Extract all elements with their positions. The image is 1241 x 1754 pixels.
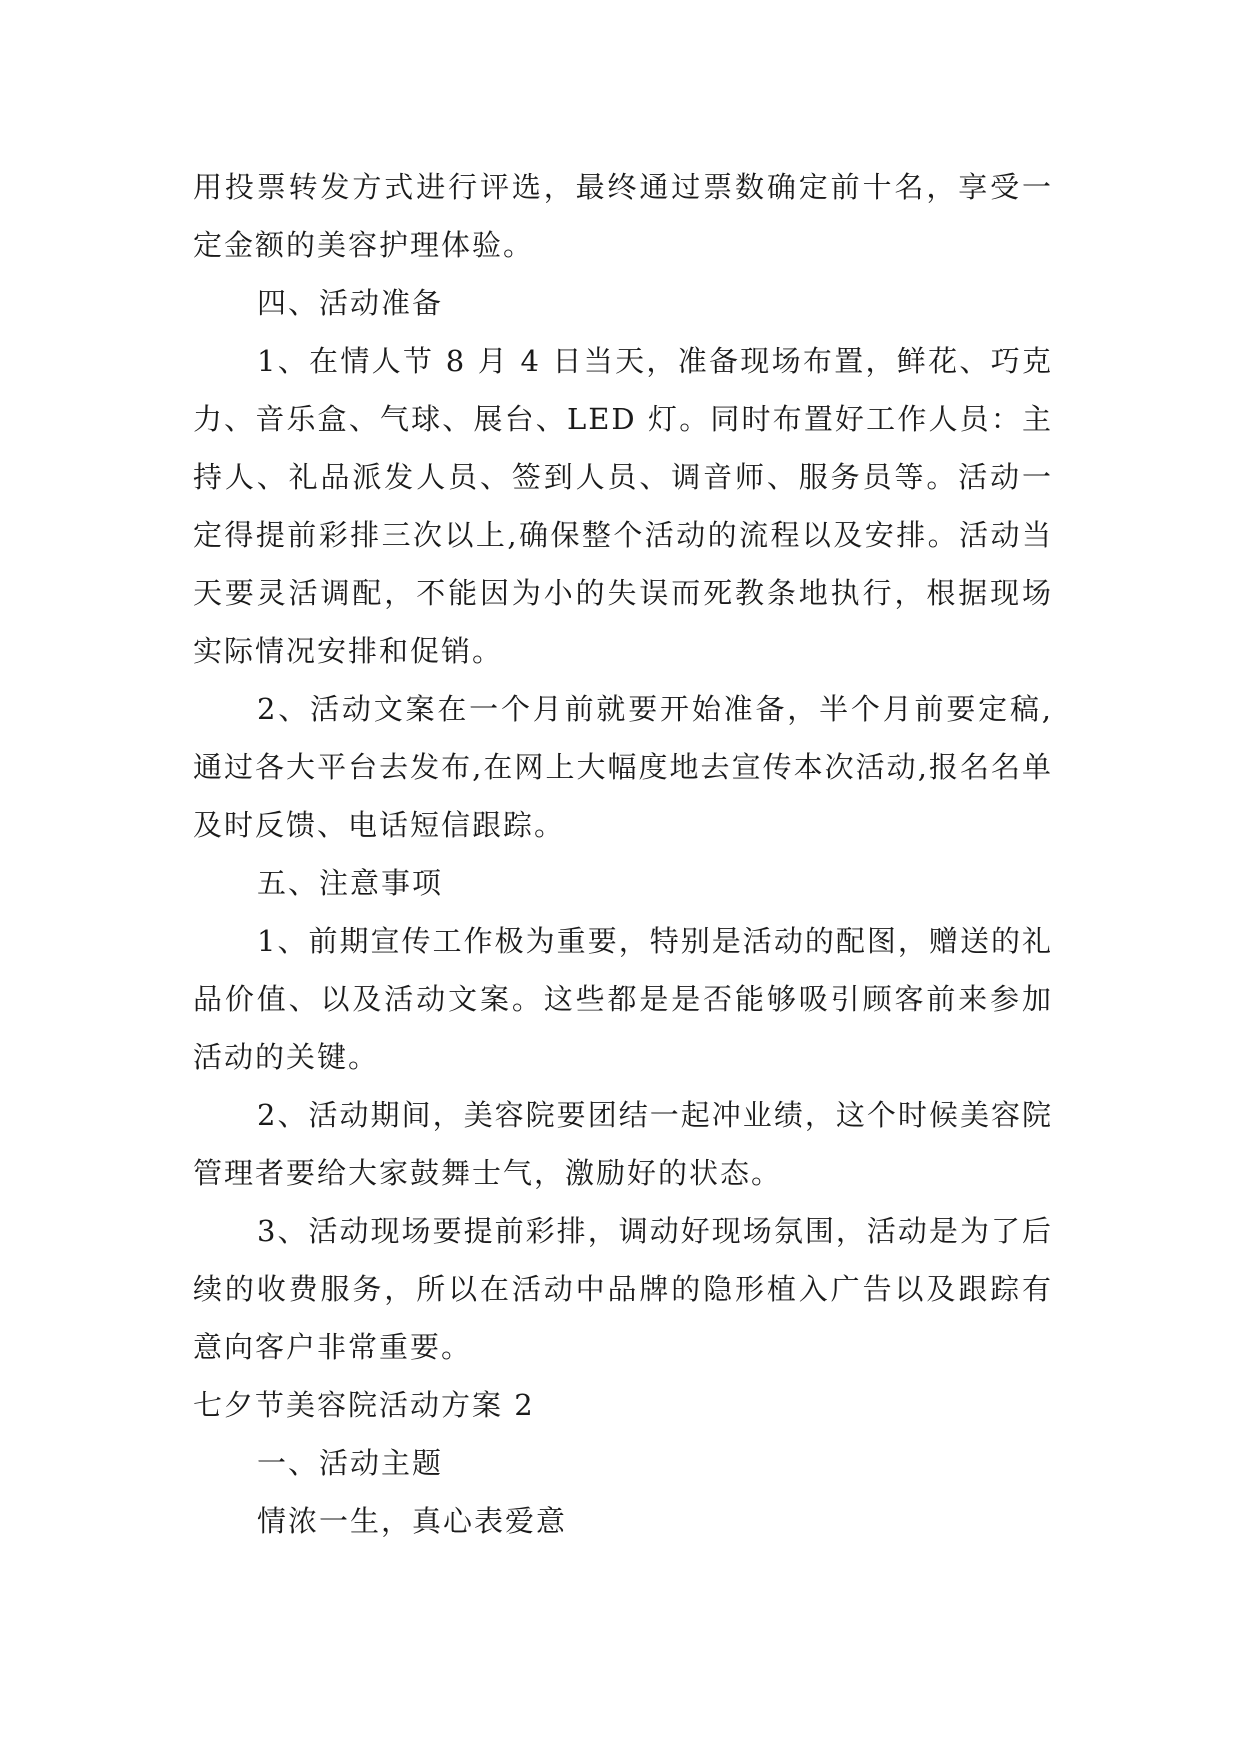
theme-slogan: 情浓一生，真心表爱意 [257, 1504, 568, 1538]
paragraph-notes-1: 1、前期宣传工作极为重要，特别是活动的配图，赠送的礼品价值、以及活动文案。这些都是是否能够吸引顾客前来参加活动的关键。 [193, 924, 1053, 1074]
paragraph-notes-3: 3、活动现场要提前彩排，调动好现场氛围，活动是为了后续的收费服务，所以在活动中品牌的隐形植入广告以及跟踪有意向客户非常重要。 [193, 1214, 1053, 1364]
heading-notes: 五、注意事项 [257, 866, 444, 900]
heading-activity-preparation: 四、活动准备 [257, 286, 444, 320]
paragraph-preparation-2: 2、活动文案在一个月前就要开始准备，半个月前要定稿,通过各大平台去发布,在网上大幅度地去宣传本次活动,报名名单及时反馈、电话短信跟踪。 [193, 692, 1053, 842]
paragraph-voting-method: 用投票转发方式进行评选，最终通过票数确定前十名，享受一定金额的美容护理体验。 [193, 170, 1053, 262]
document-page [193, 158, 1053, 1550]
section-title-plan-2: 七夕节美容院活动方案 2 [193, 1388, 535, 1422]
paragraph-notes-2: 2、活动期间，美容院要团结一起冲业绩，这个时候美容院管理者要给大家鼓舞士气，激励好的状态。 [193, 1098, 1053, 1190]
heading-activity-theme: 一、活动主题 [257, 1446, 444, 1480]
paragraph-preparation-1: 1、在情人节 8 月 4 日当天，准备现场布置，鲜花、巧克力、音乐盒、气球、展台、LED 灯。同时布置好工作人员：主持人、礼品派发人员、签到人员、调音师、服务员等。活动一定得提前彩排三次以上,确保整个活动的流程以及安排。活动当天要灵活调配，不能因为小的失误而死教条地执行，根据现场实际情况安排和促销。 [193, 344, 1053, 668]
